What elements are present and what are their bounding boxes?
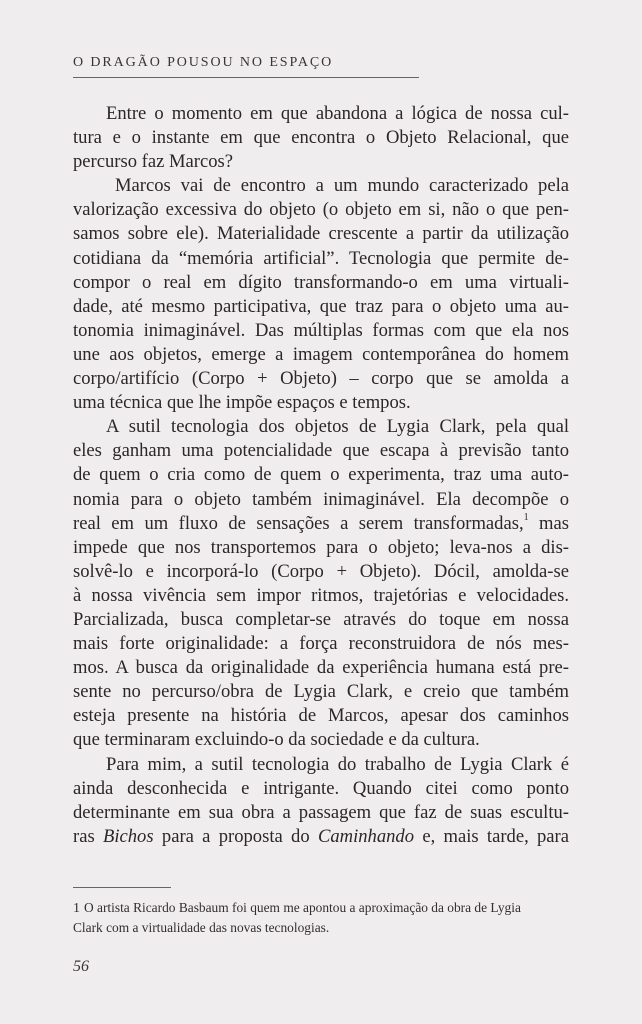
running-head: O DRAGÃO POUSOU NO ESPAÇO — [73, 55, 334, 70]
line-segment: e, mais tarde, para — [422, 825, 569, 847]
footnote-number: 1 — [73, 901, 80, 916]
italic-title: Caminhando — [317, 825, 415, 847]
text-line: samos sobre ele). Materialidade crescente a partir da utilização — [73, 223, 569, 245]
footnote-text: O artista Ricardo Basbaum foi quem me apontou a aproximação da obra de Lygia — [84, 900, 521, 915]
text-line: sente no percurso/obra de Lygia Clark, e creio que também — [73, 681, 569, 703]
text-line: Para mim, a sutil tecnologia do trabalho de Lygia Clark é — [106, 753, 569, 775]
header-rule — [73, 77, 419, 78]
line-segment: ras — [73, 825, 95, 847]
text-line: Marcos vai de encontro a um mundo caracterizado pela — [115, 175, 569, 197]
body-text — [73, 102, 569, 849]
line-segment: mas — [539, 512, 569, 534]
text-line: une aos objetos, emerge a imagem contemporânea do homem — [73, 343, 569, 365]
text-line: mais forte originalidade: a força reconstruidora de nós mes- — [73, 633, 569, 655]
text-line: determinante em sua obra a passagem que faz de suas escultu- — [73, 801, 569, 823]
text-line: eles ganham uma potencialidade que escapa à previsão tanto — [73, 440, 569, 462]
text-line: Parcializada, busca completar-se através do toque em nossa — [73, 608, 569, 630]
text-line: uma técnica que lhe impõe espaços e tempos. — [73, 392, 411, 414]
text-line: valorização excessiva do objeto (o objeto em si, não o que pen- — [73, 199, 569, 221]
text-line: de quem o cria como de quem o experimenta, traz uma auto- — [73, 464, 569, 486]
text-line: à nossa vivência sem impor ritmos, trajetórias e velocidades. — [73, 584, 569, 606]
line-segment: real em um fluxo de sensações a serem transformadas, — [73, 512, 524, 534]
text-line: cotidiana da “memória artificial”. Tecnologia que permite de- — [73, 247, 569, 269]
text-line — [73, 825, 569, 849]
text-line: que terminaram excluindo-o da sociedade e da cultura. — [73, 729, 480, 751]
text-line: mos. A busca da originalidade da experiência humana está pre- — [73, 657, 569, 679]
text-line: solvê-lo e incorporá-lo (Corpo + Objeto). Dócil, amolda-se — [73, 560, 569, 582]
footnote-line — [73, 898, 569, 918]
text-line: A sutil tecnologia dos objetos de Lygia Clark, pela qual — [106, 416, 569, 438]
footnote-line: Clark com a virtualidade das novas tecnologias. — [73, 920, 330, 935]
text-line: dade, até mesmo participativa, que traz para o objeto uma au- — [73, 295, 569, 317]
footnote — [73, 898, 569, 937]
line-segment: para a proposta do — [161, 825, 310, 847]
text-line: Entre o momento em que abandona a lógica de nossa cul- — [106, 103, 569, 124]
footnote-rule — [73, 887, 171, 888]
text-line: impede que nos transportemos para o objeto; leva-nos a dis- — [73, 536, 569, 558]
text-line: esteja presente na história de Marcos, apesar dos caminhos — [73, 705, 569, 727]
text-line: nomia para o objeto também inimaginável. Ela decompõe o — [73, 488, 569, 510]
text-line: compor o real em dígito transformando-o em uma virtuali- — [73, 271, 569, 293]
text-line: tonomia inimaginável. Das múltiplas formas com que ela nos — [73, 319, 569, 341]
text-line — [73, 512, 569, 536]
page-number: 56 — [73, 958, 89, 975]
text-line: tura e o instante em que encontra o Objeto Relacional, que — [73, 127, 569, 149]
text-line: corpo/artifício (Corpo + Objeto) – corpo que se amolda a — [73, 368, 569, 390]
text-line: ainda desconhecida e intrigante. Quando citei como ponto — [73, 777, 569, 799]
footnote-reference: 1 — [523, 511, 529, 523]
text-line: percurso faz Marcos? — [73, 151, 234, 173]
italic-title: Bichos — [102, 825, 154, 847]
